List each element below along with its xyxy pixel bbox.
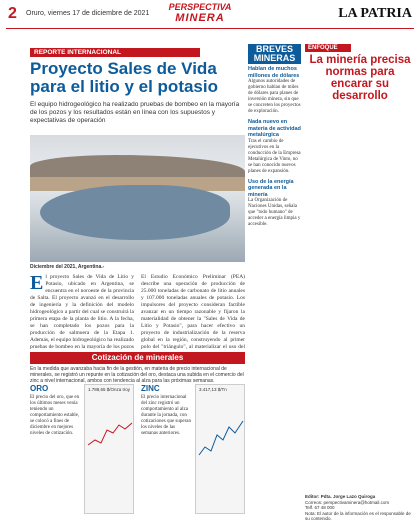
- section-label: REPORTE INTERNACIONAL: [30, 48, 200, 57]
- gold-text: El precio del oro, que en los últimos meses venía teniendo un comportamiento estable, se colocó a fines de diciembre en mejores niveles de cotización.: [30, 395, 80, 436]
- page-header: [0, 0, 420, 28]
- gold-chart: [84, 384, 134, 514]
- quotes-lede: En la medida que avanzaba hacia fin de la gestión, en materia de precio internacional de minerales, se registró un repunte en la cotización del oro, destaca una subida en el comercio del zinc a nivel internacional, ambos con tendencia al alza para las próximas semanas.: [30, 366, 244, 384]
- zinc-chart-svg: [196, 385, 246, 515]
- zinc-text: El precio internacional del zinc registró un comportamiento al alza durante la jornada, con cotizaciones que superan los niveles de las semanas anteriores.: [141, 395, 191, 436]
- gold-trend-line: [88, 423, 132, 445]
- zinc-label: ZINC: [141, 384, 160, 393]
- breves-title-2: MINERAS: [253, 53, 296, 63]
- page-number: 2: [8, 5, 17, 22]
- brief-title: Nada nuevo en materia de actividad metalúrgica: [248, 119, 301, 138]
- enfoque-label: ENFOQUE: [305, 44, 351, 52]
- breves-title-1: BREVES: [255, 44, 293, 54]
- zinc-card: [141, 384, 191, 514]
- zinc-chart-title: 3.417,13 $/Tn: [199, 387, 227, 392]
- breves-list: [248, 66, 301, 232]
- article-photo: [30, 135, 245, 262]
- gold-label: ORO: [30, 384, 49, 393]
- zinc-chart: [195, 384, 245, 514]
- section-logo: [162, 2, 238, 26]
- brief-item: [248, 179, 301, 229]
- caption-date: Diciembre del 2021: [30, 264, 76, 270]
- article-column-1-text: l proyecto Sales de Vida de Litio y Potasio, ubicado en Argentina, se encuentra en el noroeste de la provincia de Salta. El proyecto avanzó en el desarrollo de ingeniería y la definición del modelo hidrogeológico a partir del cual se construirá la primera etapa de la planta de litio. A la fecha, se han completado los pozos para la producción de salmuera de la Etapa 1. Además, el equipo hidrogeológico ha realizado pruebas de bombeo en la mayoría de los pozos: [30, 274, 134, 350]
- brief-item: [248, 119, 301, 175]
- zinc-trend-line: [199, 421, 243, 455]
- editor-box: [305, 494, 415, 521]
- editor-note: Nota: El autor de la información es el responsable de su contenido.: [305, 510, 411, 521]
- editor-phone: Telf. 67 48 000: [305, 505, 335, 510]
- article-column-2-text: El Estudio Económico Preliminar (PEA) describe una operación de producción de 25.000 toneladas de carbonato de litio anuales y 107.000 toneladas anuales de potasio. Los impulsores del proyecto consideran factible avanzar en un tiempo razonable y fijaron la materialidad de obtener la "Sales de Vida de Litio y Potasio", para hacer efectivo un proyecto de industrialización de la reserva global en la región, construyendo al primer polo del "triángulo", al materializar el uso del: [141, 274, 245, 350]
- caption-place: Argentina: [77, 264, 102, 270]
- gold-chart-svg: [85, 385, 135, 515]
- brief-body: La Organización de Naciones Unidas, señala que "todo humano" de acceder a energía limpia y accesible.: [248, 198, 301, 227]
- editor-name: Editor: Pdta. Jorge Lazo Quiroga: [305, 494, 376, 499]
- article-headline: Proyecto Sales de Vida para el litio y el potasio: [30, 59, 218, 96]
- breves-header: [248, 44, 301, 64]
- dropcap: E: [30, 274, 44, 294]
- article-column-1: [30, 274, 134, 350]
- brief-title: Hablan de muchos millones de dólares: [248, 66, 300, 79]
- editor-email: Correos: perspectivaminera@hotmail.com: [305, 499, 390, 505]
- quotes-header: Cotización de minerales: [30, 352, 245, 364]
- photo-caption: Diciembre del 2021, Argentina.-: [30, 264, 105, 270]
- section-logo-top: PERSPECTIVA: [168, 2, 232, 12]
- section-logo-bottom: MINERA: [175, 12, 225, 24]
- gold-chart-title: 1.788,65 $/Onza troy: [88, 387, 131, 392]
- gold-card: [30, 384, 80, 514]
- brief-body: Algunos autoridades de gobierno hablan de miles de dólares para planes de inversión minera, sin que se concreten los proyectos de exploración.: [248, 79, 301, 114]
- article-lede: El equipo hidrogeológico ha realizado pruebas de bombeo en la mayoría de los pozos y los resultados están en línea con los supuestos y expectativas de operación: [30, 101, 240, 124]
- photo-evaporation-pool: [40, 185, 230, 240]
- brief-item: [248, 66, 301, 115]
- article-column-2: [141, 274, 245, 350]
- brief-title: Uso de la energía generada en la minería: [248, 178, 294, 198]
- issue-date: Oruro, viernes 17 de diciembre de 2021: [26, 10, 150, 17]
- header-rule: [6, 28, 414, 29]
- newspaper-name: LA PATRIA: [338, 6, 412, 21]
- enfoque-headline: La minería precisa normas para encarar su desarrollo: [309, 54, 411, 102]
- brief-body: Tras el cambio de ejecutivos en la conducción de la Empresa Metalúrgica de Vinto, no se han conocido nuevos planes de expansión.: [248, 138, 301, 174]
